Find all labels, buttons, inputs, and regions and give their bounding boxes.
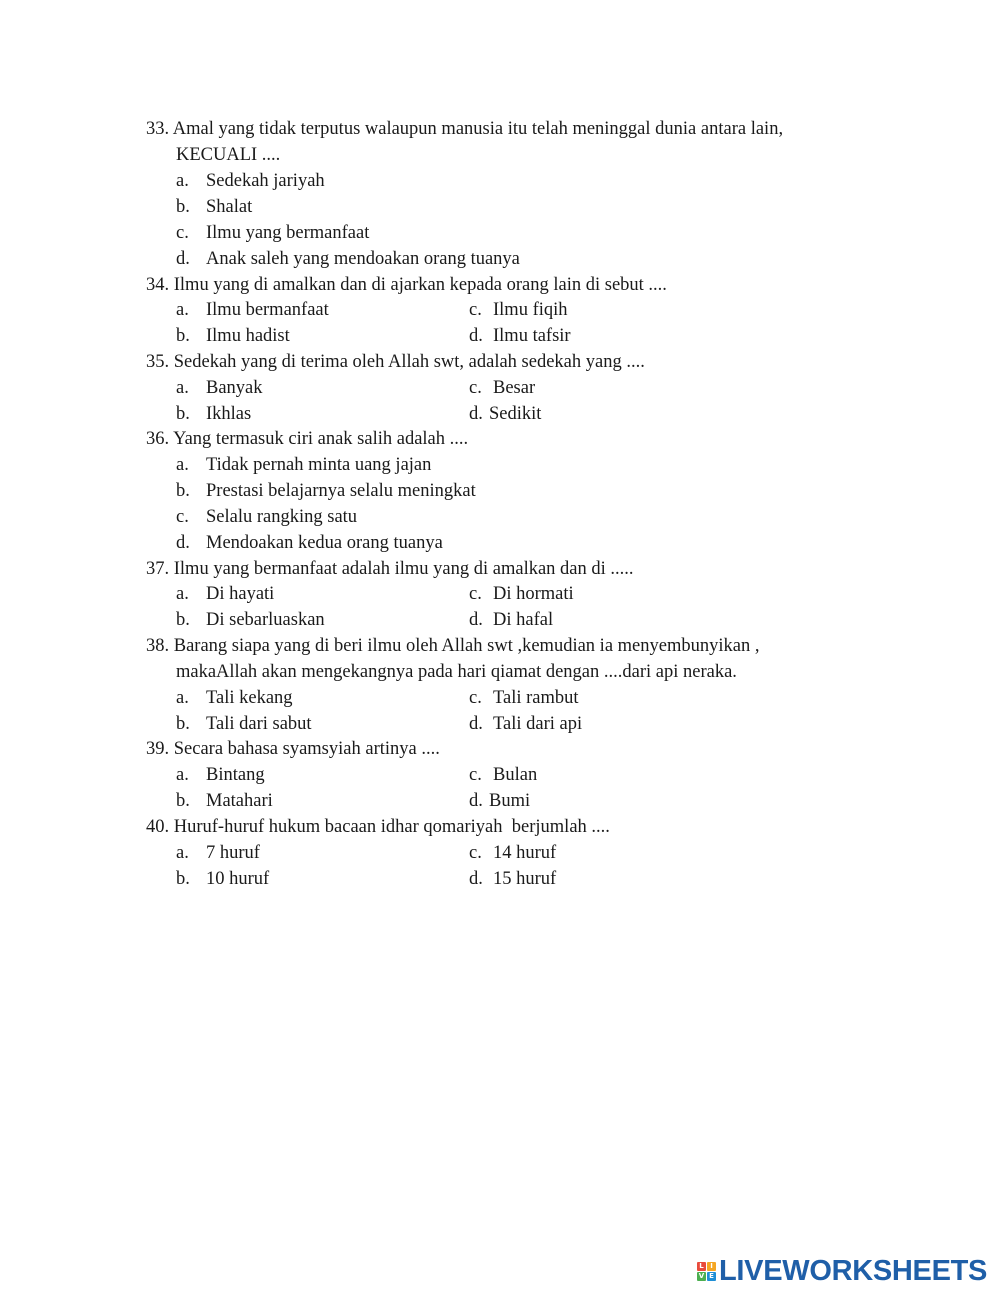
- question-number: 38.: [146, 636, 170, 656]
- option-34-d: d. Ilmu tafsir: [469, 326, 571, 346]
- option-40-c: c. 14 huruf: [469, 843, 557, 863]
- liveworksheets-brand-text: LIVEWORKSHEETS: [719, 1255, 988, 1287]
- option-35-d: d. Sedikit: [469, 404, 542, 424]
- option-39-b: b. Matahari: [176, 791, 273, 811]
- option-38-a: a. Tali kekang: [176, 688, 293, 708]
- question-number: 37.: [146, 559, 170, 579]
- question-text: Sedekah yang di terima oleh Allah swt, adalah sedekah yang ....: [173, 352, 645, 372]
- logo-letter-e: E: [707, 1272, 716, 1281]
- option-40-d: d. 15 huruf: [469, 869, 557, 889]
- liveworksheets-logo-icon: [697, 1262, 716, 1281]
- question-text: Ilmu yang bermanfaat adalah ilmu yang di amalkan dan di .....: [173, 559, 634, 579]
- question-40: [146, 816, 610, 838]
- logo-letter-l: L: [697, 1262, 706, 1271]
- question-number: 34.: [146, 275, 170, 295]
- option-34-b: b. Ilmu hadist: [176, 326, 290, 346]
- question-number: 33.: [146, 119, 170, 139]
- option-37-d: d. Di hafal: [469, 610, 554, 630]
- question-36: [146, 428, 468, 450]
- option-33-a: a. Sedekah jariyah: [176, 171, 325, 191]
- liveworksheets-logo: [697, 1256, 987, 1286]
- option-38-c: c. Tali rambut: [469, 688, 579, 708]
- option-40-a: a. 7 huruf: [176, 843, 260, 863]
- logo-letter-i: I: [707, 1262, 716, 1271]
- question-number: 40.: [146, 817, 170, 837]
- option-34-c: c. Ilmu fiqih: [469, 300, 568, 320]
- question-39: [146, 738, 440, 760]
- option-40-b: b. 10 huruf: [176, 869, 270, 889]
- option-39-c: c. Bulan: [469, 765, 538, 785]
- option-37-c: c. Di hormati: [469, 584, 574, 604]
- option-34-a: a. Ilmu bermanfaat: [176, 300, 329, 320]
- question-33-continued: KECUALI ....: [176, 145, 281, 165]
- option-38-b: b. Tali dari sabut: [176, 714, 312, 734]
- option-35-a: a. Banyak: [176, 378, 263, 398]
- option-35-b: b. Ikhlas: [176, 404, 252, 424]
- option-38-d: d. Tali dari api: [469, 714, 583, 734]
- question-37: [146, 558, 634, 580]
- option-36-c: c. Selalu rangking satu: [176, 507, 358, 527]
- question-text: Ilmu yang di amalkan dan di ajarkan kepada orang lain di sebut ....: [173, 275, 667, 295]
- option-36-d: d. Mendoakan kedua orang tuanya: [176, 533, 443, 553]
- question-number: 39.: [146, 739, 170, 759]
- option-33-d: d. Anak saleh yang mendoakan orang tuanya: [176, 249, 520, 269]
- option-33-c: c. Ilmu yang bermanfaat: [176, 223, 370, 243]
- question-text: Yang termasuk ciri anak salih adalah ....: [173, 429, 469, 449]
- option-39-a: a. Bintang: [176, 765, 265, 785]
- option-33-b: b. Shalat: [176, 197, 253, 217]
- logo-letter-v: V: [698, 1271, 705, 1280]
- question-text: Barang siapa yang di beri ilmu oleh Allah swt ,kemudian ia menyembunyikan ,: [173, 636, 760, 656]
- question-38-continued: makaAllah akan mengekangnya pada hari qiamat dengan ....dari api neraka.: [176, 662, 737, 682]
- option-35-c: c. Besar: [469, 378, 536, 398]
- question-34: [146, 274, 667, 296]
- option-36-a: a. Tidak pernah minta uang jajan: [176, 455, 432, 475]
- option-37-a: a. Di hayati: [176, 584, 275, 604]
- question-38: [146, 635, 759, 657]
- question-text: Huruf-huruf hukum bacaan idhar qomariyah berjumlah ....: [173, 817, 610, 837]
- option-39-d: d. Bumi: [469, 791, 531, 811]
- question-text: Amal yang tidak terputus walaupun manusia itu telah meninggal dunia antara lain,: [172, 119, 784, 139]
- question-33: [146, 118, 783, 140]
- question-35: [146, 351, 645, 373]
- question-number: 35.: [146, 352, 170, 372]
- question-text: Secara bahasa syamsyiah artinya ....: [173, 739, 440, 759]
- option-37-b: b. Di sebarluaskan: [176, 610, 325, 630]
- question-number: 36.: [146, 429, 170, 449]
- option-36-b: b. Prestasi belajarnya selalu meningkat: [176, 481, 476, 501]
